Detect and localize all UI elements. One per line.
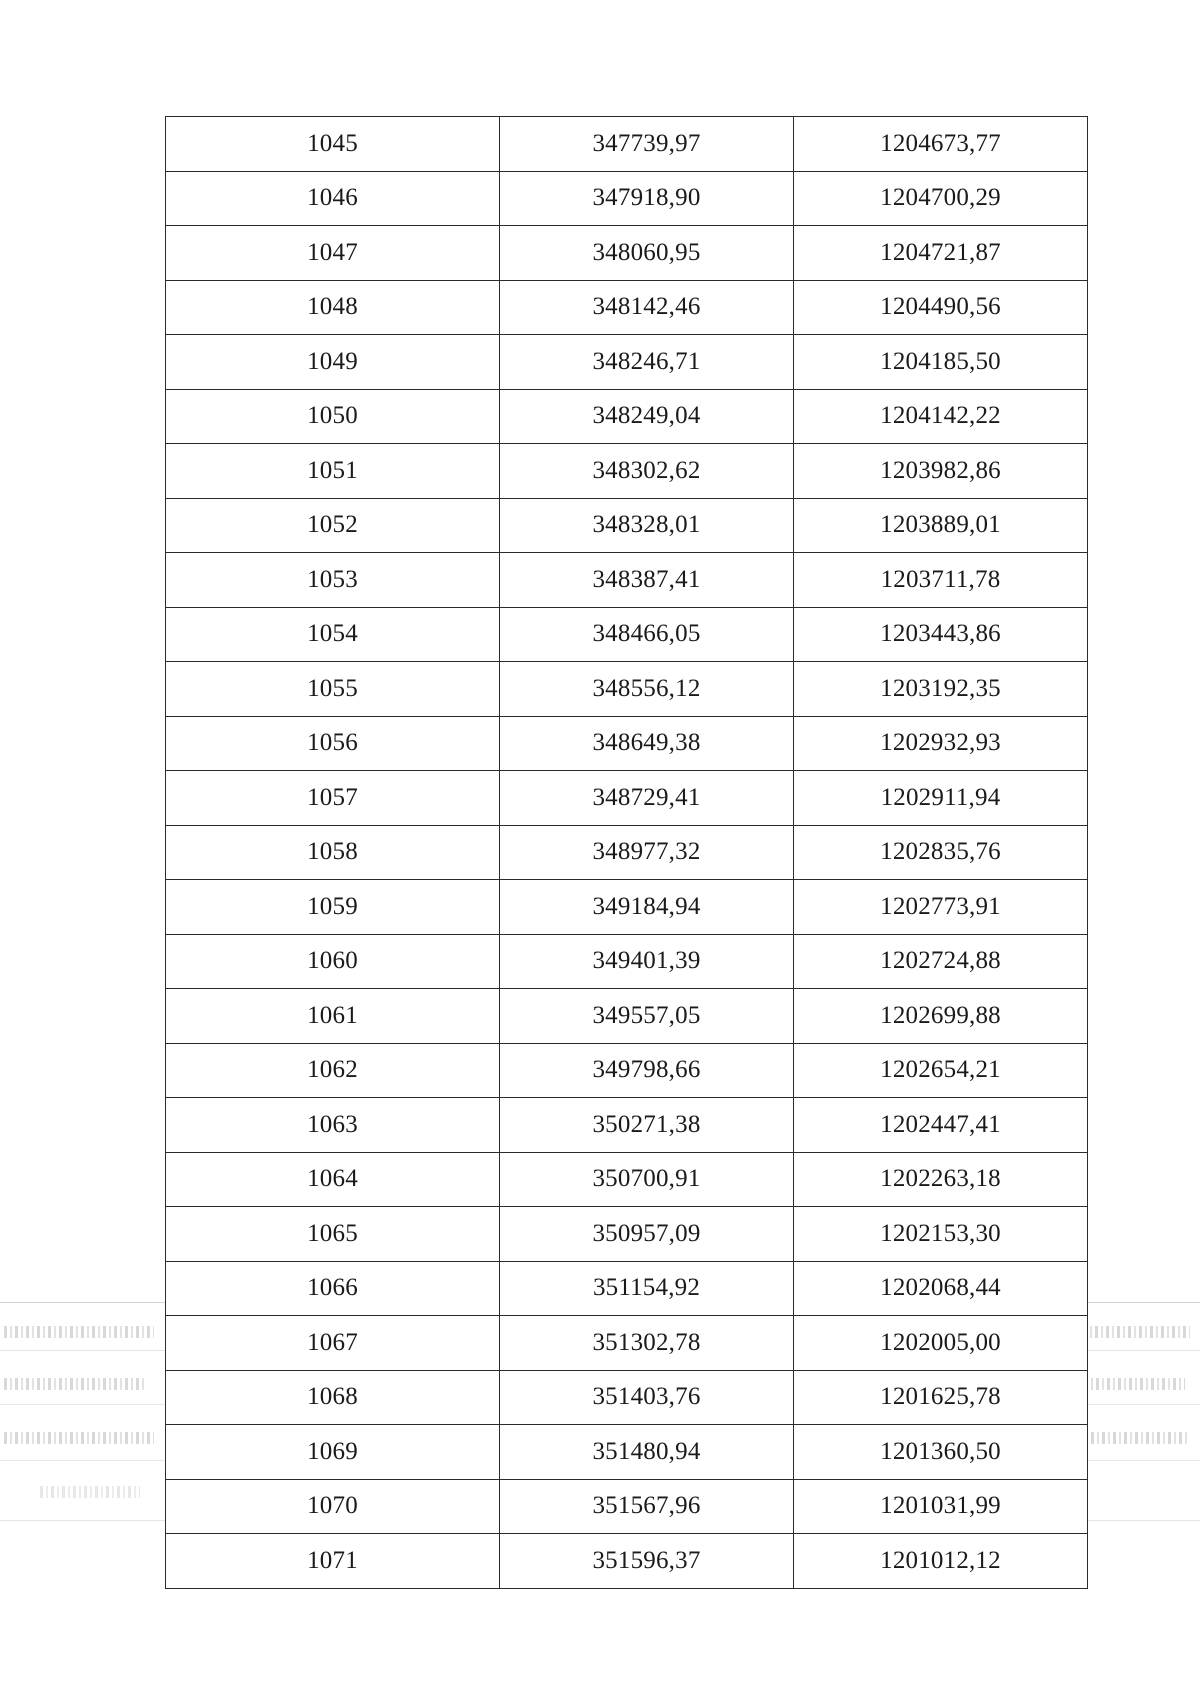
- table-row: [166, 1261, 1088, 1316]
- y-coordinate-cell: 1201031,99: [794, 1479, 1088, 1534]
- y-coordinate-cell: 1204185,50: [794, 335, 1088, 390]
- table-row: [166, 553, 1088, 608]
- point-number-cell: 1063: [166, 1098, 500, 1153]
- y-coordinate-cell: 1202447,41: [794, 1098, 1088, 1153]
- point-number-cell: 1046: [166, 171, 500, 226]
- table-row: [166, 1316, 1088, 1371]
- point-number-cell: 1051: [166, 444, 500, 499]
- x-coordinate-cell: 348328,01: [500, 498, 794, 553]
- table-row: [166, 825, 1088, 880]
- y-coordinate-cell: 1204721,87: [794, 226, 1088, 281]
- point-number-cell: 1053: [166, 553, 500, 608]
- x-coordinate-cell: 351403,76: [500, 1370, 794, 1425]
- point-number-cell: 1062: [166, 1043, 500, 1098]
- table-row: [166, 989, 1088, 1044]
- point-number-cell: 1057: [166, 771, 500, 826]
- x-coordinate-cell: 351154,92: [500, 1261, 794, 1316]
- x-coordinate-cell: 348142,46: [500, 280, 794, 335]
- y-coordinate-cell: 1203192,35: [794, 662, 1088, 717]
- y-coordinate-cell: 1202911,94: [794, 771, 1088, 826]
- y-coordinate-cell: 1202153,30: [794, 1207, 1088, 1262]
- y-coordinate-cell: 1203889,01: [794, 498, 1088, 553]
- table-row: [166, 1098, 1088, 1153]
- x-coordinate-cell: 348387,41: [500, 553, 794, 608]
- x-coordinate-cell: 351480,94: [500, 1425, 794, 1480]
- y-coordinate-cell: 1202699,88: [794, 989, 1088, 1044]
- table-row: [166, 389, 1088, 444]
- x-coordinate-cell: 349798,66: [500, 1043, 794, 1098]
- table-row: [166, 880, 1088, 935]
- y-coordinate-cell: 1204142,22: [794, 389, 1088, 444]
- table-row: [166, 171, 1088, 226]
- table-row: [166, 771, 1088, 826]
- table-row: [166, 1534, 1088, 1589]
- table-row: [166, 1207, 1088, 1262]
- y-coordinate-cell: 1202654,21: [794, 1043, 1088, 1098]
- x-coordinate-cell: 351302,78: [500, 1316, 794, 1371]
- point-number-cell: 1059: [166, 880, 500, 935]
- x-coordinate-cell: 347918,90: [500, 171, 794, 226]
- table-row: [166, 607, 1088, 662]
- table-row: [166, 1370, 1088, 1425]
- x-coordinate-cell: 348729,41: [500, 771, 794, 826]
- point-number-cell: 1048: [166, 280, 500, 335]
- x-coordinate-cell: 349557,05: [500, 989, 794, 1044]
- point-number-cell: 1049: [166, 335, 500, 390]
- x-coordinate-cell: 348977,32: [500, 825, 794, 880]
- y-coordinate-cell: 1202263,18: [794, 1152, 1088, 1207]
- table-row: [166, 444, 1088, 499]
- x-coordinate-cell: 350700,91: [500, 1152, 794, 1207]
- x-coordinate-cell: 348556,12: [500, 662, 794, 717]
- point-number-cell: 1067: [166, 1316, 500, 1371]
- point-number-cell: 1061: [166, 989, 500, 1044]
- y-coordinate-cell: 1201360,50: [794, 1425, 1088, 1480]
- x-coordinate-cell: 350271,38: [500, 1098, 794, 1153]
- point-number-cell: 1064: [166, 1152, 500, 1207]
- y-coordinate-cell: 1203982,86: [794, 444, 1088, 499]
- point-number-cell: 1055: [166, 662, 500, 717]
- y-coordinate-cell: 1202005,00: [794, 1316, 1088, 1371]
- x-coordinate-cell: 348060,95: [500, 226, 794, 281]
- y-coordinate-cell: 1202932,93: [794, 716, 1088, 771]
- table-row: [166, 662, 1088, 717]
- point-number-cell: 1056: [166, 716, 500, 771]
- table-row: [166, 335, 1088, 390]
- y-coordinate-cell: 1202835,76: [794, 825, 1088, 880]
- x-coordinate-cell: 349184,94: [500, 880, 794, 935]
- y-coordinate-cell: 1201012,12: [794, 1534, 1088, 1589]
- y-coordinate-cell: 1203443,86: [794, 607, 1088, 662]
- point-number-cell: 1054: [166, 607, 500, 662]
- table-row: [166, 1479, 1088, 1534]
- x-coordinate-cell: 348649,38: [500, 716, 794, 771]
- x-coordinate-cell: 348246,71: [500, 335, 794, 390]
- coordinates-table: [165, 116, 1088, 1589]
- point-number-cell: 1070: [166, 1479, 500, 1534]
- table-row: [166, 226, 1088, 281]
- y-coordinate-cell: 1204700,29: [794, 171, 1088, 226]
- point-number-cell: 1069: [166, 1425, 500, 1480]
- point-number-cell: 1045: [166, 117, 500, 172]
- point-number-cell: 1060: [166, 934, 500, 989]
- point-number-cell: 1066: [166, 1261, 500, 1316]
- table-row: [166, 934, 1088, 989]
- point-number-cell: 1071: [166, 1534, 500, 1589]
- table-row: [166, 1152, 1088, 1207]
- table-row: [166, 716, 1088, 771]
- x-coordinate-cell: 351567,96: [500, 1479, 794, 1534]
- y-coordinate-cell: 1204673,77: [794, 117, 1088, 172]
- x-coordinate-cell: 348466,05: [500, 607, 794, 662]
- y-coordinate-cell: 1202068,44: [794, 1261, 1088, 1316]
- table-row: [166, 117, 1088, 172]
- point-number-cell: 1047: [166, 226, 500, 281]
- table-row: [166, 1043, 1088, 1098]
- x-coordinate-cell: 350957,09: [500, 1207, 794, 1262]
- point-number-cell: 1050: [166, 389, 500, 444]
- coordinates-table-body: [166, 117, 1088, 1589]
- point-number-cell: 1065: [166, 1207, 500, 1262]
- table-row: [166, 280, 1088, 335]
- y-coordinate-cell: 1202773,91: [794, 880, 1088, 935]
- point-number-cell: 1068: [166, 1370, 500, 1425]
- point-number-cell: 1052: [166, 498, 500, 553]
- x-coordinate-cell: 351596,37: [500, 1534, 794, 1589]
- table-row: [166, 1425, 1088, 1480]
- table-row: [166, 498, 1088, 553]
- point-number-cell: 1058: [166, 825, 500, 880]
- y-coordinate-cell: 1201625,78: [794, 1370, 1088, 1425]
- y-coordinate-cell: 1202724,88: [794, 934, 1088, 989]
- x-coordinate-cell: 348302,62: [500, 444, 794, 499]
- x-coordinate-cell: 348249,04: [500, 389, 794, 444]
- x-coordinate-cell: 349401,39: [500, 934, 794, 989]
- y-coordinate-cell: 1203711,78: [794, 553, 1088, 608]
- x-coordinate-cell: 347739,97: [500, 117, 794, 172]
- y-coordinate-cell: 1204490,56: [794, 280, 1088, 335]
